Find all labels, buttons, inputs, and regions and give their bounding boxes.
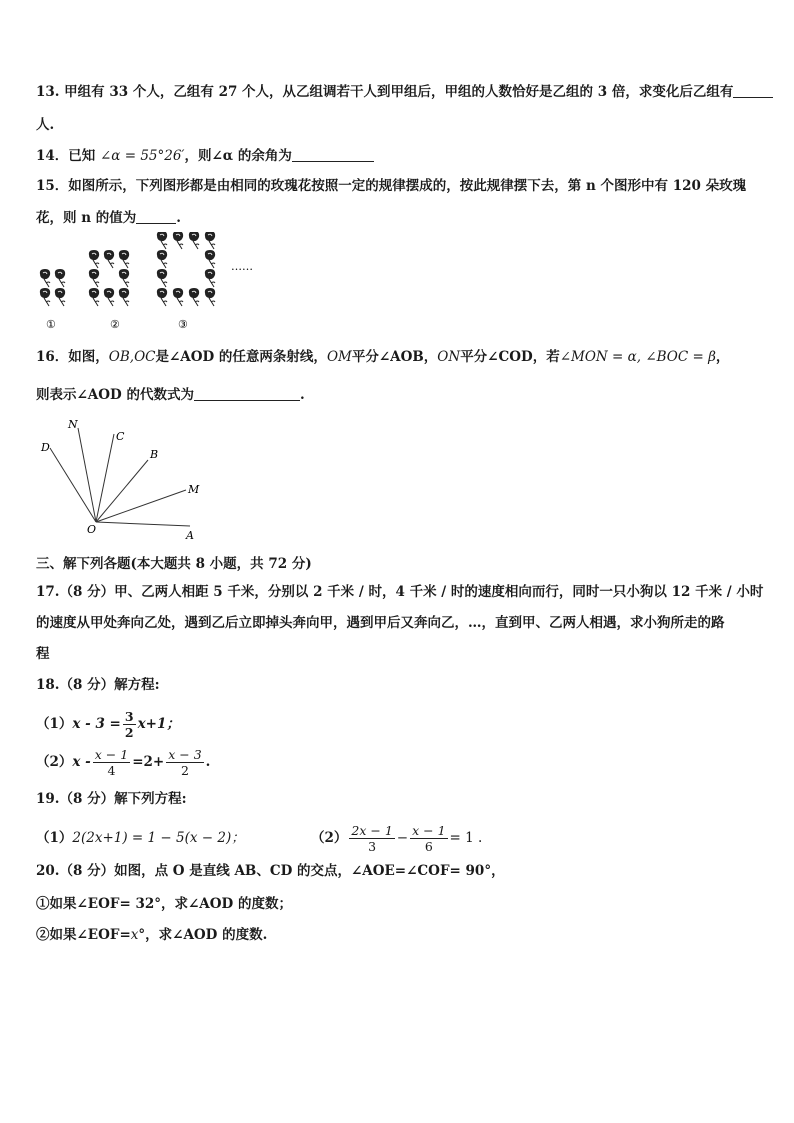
rose-icon (157, 250, 167, 268)
q20-line2: ①如果∠EOF= 32°，求∠AOD 的度数； (36, 896, 292, 912)
rose-icon (157, 269, 167, 287)
q16-figure (38, 420, 218, 545)
q14-middle: ，则∠α 的余角为 (184, 148, 292, 164)
rose-icon (205, 288, 215, 306)
label-c: C (116, 430, 125, 443)
q18-p1-right: x+1； (137, 716, 180, 732)
q19-p2-fraction2: $\frac{x - 1}{6}$ (412, 823, 446, 854)
q15-label-3: ③ (178, 318, 188, 331)
q13-text: 13. 甲组有 33 个人，乙组有 27 个人，从乙组调若干人到甲组后，甲组的人数恰好是乙组的 3 倍，求变化后乙组有 (36, 84, 734, 100)
q20-line1: 20.（8 分）如图，点 O 是直线 AB、CD 的交点，∠AOE=∠COF= 90°， (36, 863, 505, 879)
rose-icon (40, 288, 50, 306)
rose-icon (205, 269, 215, 287)
q20-line3 (36, 926, 267, 944)
q19-parts (36, 820, 756, 856)
rose-icon (119, 269, 129, 287)
q15-line2 (36, 209, 181, 227)
q18-p2-end: . (205, 754, 211, 770)
rose-icon (173, 232, 183, 249)
rose-icon (89, 269, 99, 287)
rose-icon (89, 288, 99, 306)
q16-om: OM (326, 349, 352, 365)
q17-line1: 17.（8 分）甲、乙两人相距 5 千米，分别以 2 千米 / 时，4 千米 / 时的速度相向而行，同时一只小狗以 12 千米 / 小时 (36, 584, 764, 600)
q19-p2-minus: − (396, 830, 409, 846)
rose-icon (55, 288, 65, 306)
q16-text: 则表示∠AOD 的代数式为 (36, 387, 194, 403)
q16-text2: 平分∠AOB， (351, 349, 438, 365)
q20-line3-a: ②如果∠EOF= (36, 927, 131, 943)
q17-line2: 的速度从甲处奔向乙处，遇到乙后立即掉头奔向甲，遇到甲后又奔向乙，…，直到甲、乙两人相遇，求小狗所走的路 (36, 615, 725, 631)
q18-p2-fraction1: $\frac{x - 1}{4}$ (94, 747, 129, 778)
label-d: D (41, 441, 50, 454)
q18-p2-label: （2） (36, 754, 73, 770)
rose-icon (205, 250, 215, 268)
ray-oa (96, 522, 190, 526)
q18-p1-left: x - 3 = (72, 716, 121, 732)
q16-condition: ∠MON = α, ∠BOC = β (559, 349, 716, 365)
rose-icon (157, 232, 167, 249)
q19-title: 19.（8 分）解下列方程: (36, 791, 187, 807)
q18-p2-mid: =2+ (132, 754, 165, 770)
q16-text4: ， (715, 349, 730, 365)
q16-rays: OB,OC (108, 349, 156, 365)
q14-line (36, 147, 374, 165)
q15-figure (32, 232, 272, 332)
q18-part2 (36, 744, 210, 780)
rose-icon (173, 288, 183, 306)
q15-period: . (176, 210, 181, 226)
rose-icon (157, 288, 167, 306)
q19-p2 (311, 820, 482, 856)
rose-icon (104, 250, 114, 268)
q18-p2-left: x - (72, 754, 91, 770)
q16-text1: 是∠AOD 的任意两条射线， (155, 349, 327, 365)
q19-p1-label: （1） (36, 830, 73, 846)
label-o: O (87, 523, 97, 536)
q20-line3-b: °，求∠AOD 的度数. (138, 927, 268, 943)
section-three-heading: 三、解下列各题(本大题共 8 小题，共 72 分) (36, 556, 312, 572)
q16-text3: 平分∠COD，若 (460, 349, 560, 365)
q15-ellipsis: …… (231, 260, 253, 273)
q15-label-2: ② (110, 318, 120, 331)
q16-line1 (36, 348, 729, 366)
q17-line3: 程 (36, 646, 50, 662)
q16-blank (194, 386, 300, 401)
q15-blank (136, 209, 176, 224)
rose-icon (189, 232, 199, 249)
q18-p1-label: （1） (36, 716, 73, 732)
q15-label-1: ① (46, 318, 56, 331)
q13-blank (733, 83, 773, 98)
q18-part1 (36, 706, 180, 742)
q16-period: . (299, 387, 305, 403)
label-n: N (68, 420, 78, 431)
q18-p1-fraction: $\frac{3}{2}$ (124, 709, 134, 740)
q16-on: ON (437, 349, 461, 365)
q18-p2-fraction2: $\frac{x - 3}{2}$ (168, 747, 202, 778)
q20-variable-x: x (130, 927, 139, 943)
rose-icon (189, 288, 199, 306)
rose-icon (40, 269, 50, 287)
rose-icon (55, 269, 65, 287)
q14-expression: ∠α = 55°26′ (100, 148, 185, 164)
rose-icon (104, 288, 114, 306)
rose-icon (119, 250, 129, 268)
q19-p1-expression: 2(2x+1) = 1 − 5(x − 2)； (72, 830, 245, 846)
q13-line2: 人. (36, 117, 55, 133)
label-m: M (188, 483, 200, 496)
label-b: B (150, 448, 159, 461)
q15-line1: 15．如图所示，下列图形都是由相同的玫瑰花按照一定的规律摆成的，按此规律摆下去，第 n 个图形中有 120 朵玫瑰 (36, 178, 747, 194)
q19-p2-end: = 1 . (449, 830, 483, 846)
q13-line1 (36, 83, 773, 101)
q16-prefix: 16．如图， (36, 349, 109, 365)
q16-line2 (36, 386, 305, 404)
label-a: A (186, 529, 194, 542)
rose-icon (119, 288, 129, 306)
rose-icon (205, 232, 215, 249)
ray-oc (96, 434, 114, 522)
q19-p2-label: （2） (311, 830, 348, 846)
q19-p2-fraction1: $\frac{2x - 1}{3}$ (351, 823, 393, 854)
q18-title: 18.（8 分）解方程: (36, 677, 160, 693)
rose-icon (89, 250, 99, 268)
q15-text: 花，则 n 的值为 (36, 210, 137, 226)
q14-prefix: 14．已知 (36, 148, 96, 164)
q14-blank (292, 147, 374, 162)
